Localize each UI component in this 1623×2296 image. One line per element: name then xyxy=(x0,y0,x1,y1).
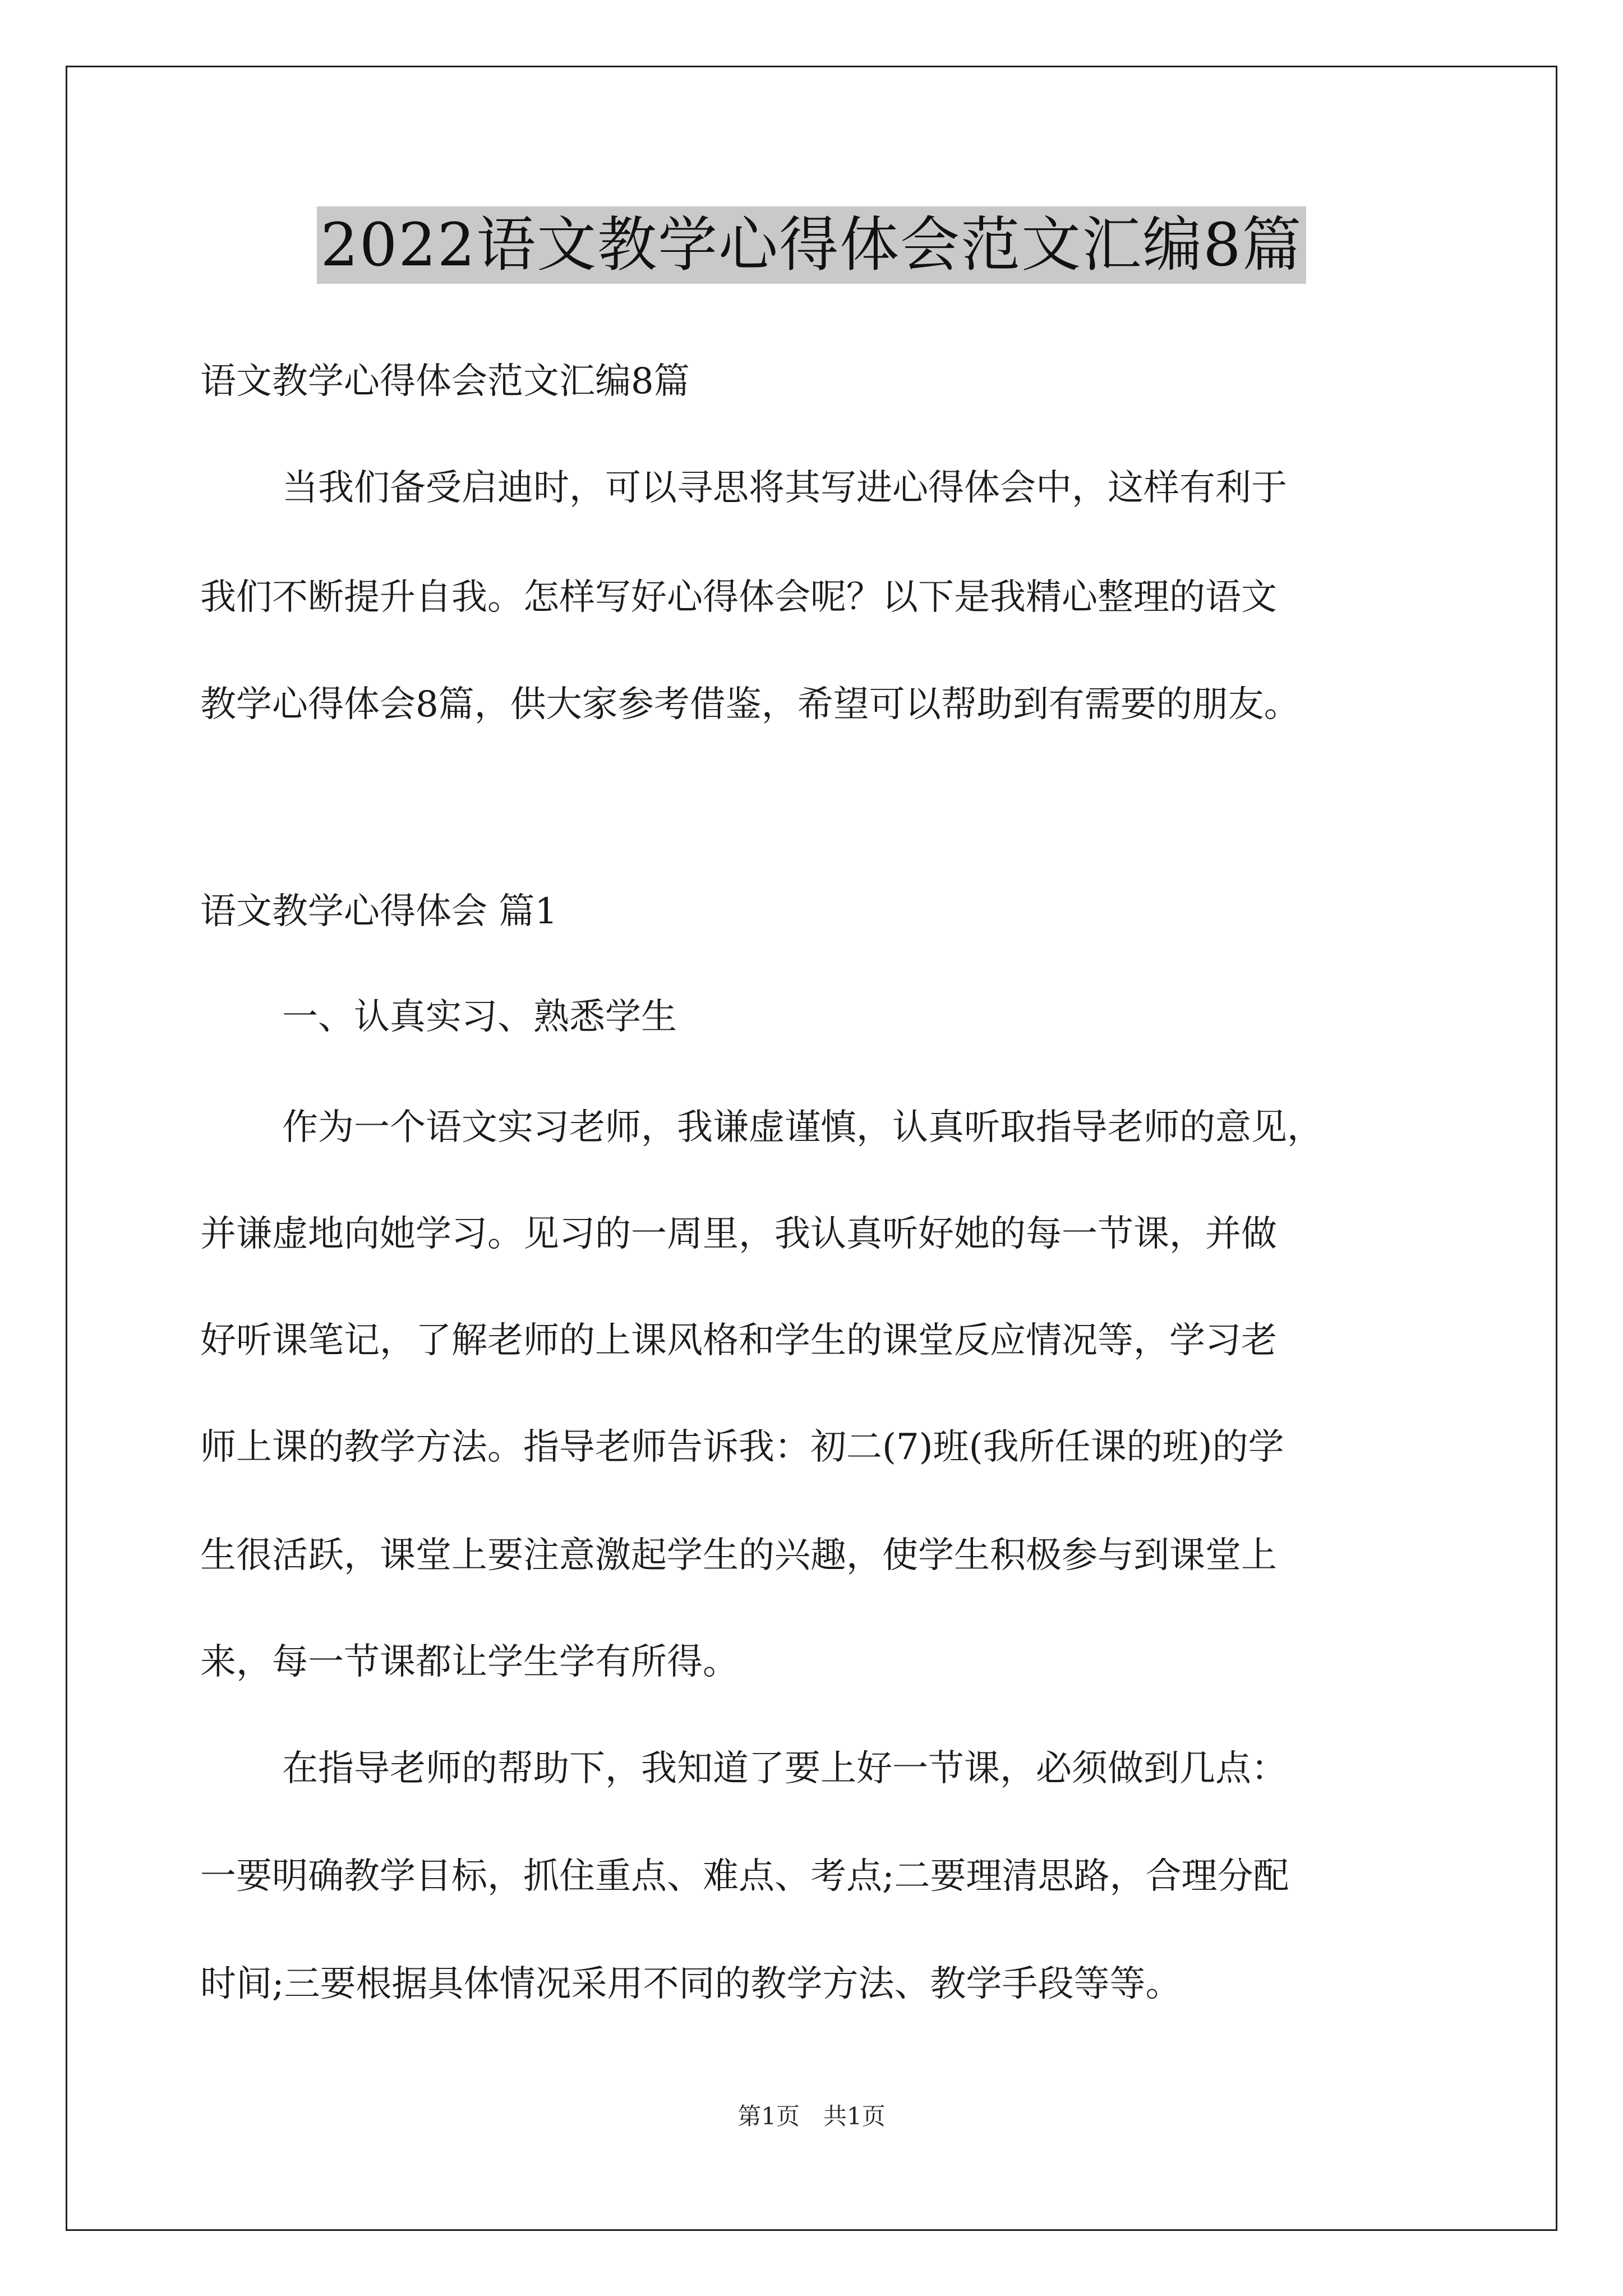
document-subtitle: 语文教学心得体会范文汇编8篇 xyxy=(200,361,690,402)
paragraph-line: 好听课笔记，了解老师的上课风格和学生的课堂反应情况等，学习老 xyxy=(200,1320,1277,1361)
paragraph-line: 师上课的教学方法。指导老师告诉我：初二(7)班(我所任课的班)的学 xyxy=(200,1427,1284,1468)
paragraph-line: 来，每一节课都让学生学有所得。 xyxy=(200,1641,739,1683)
intro-line: 当我们备受启迪时，可以寻思将其写进心得体会中，这样有利于 xyxy=(282,467,1287,509)
point-heading: 一、认真实习、熟悉学生 xyxy=(282,996,677,1038)
paragraph-line: 生很活跃，课堂上要注意激起学生的兴趣，使学生积极参与到课堂上 xyxy=(200,1535,1277,1576)
intro-line: 我们不断提升自我。怎样写好心得体会呢？以下是我精心整理的语文 xyxy=(200,577,1277,618)
paragraph-line: 一要明确教学目标，抓住重点、难点、考点;二要理清思路，合理分配 xyxy=(200,1856,1289,1897)
paragraph-line: 在指导老师的帮助下，我知道了要上好一节课，必须做到几点： xyxy=(282,1748,1287,1789)
document-title: 2022语文教学心得体会范文汇编8篇 xyxy=(317,206,1306,284)
intro-line: 教学心得体会8篇，供大家参考借鉴，希望可以帮助到有需要的朋友。 xyxy=(200,684,1300,725)
section-heading: 语文教学心得体会 篇1 xyxy=(200,891,558,932)
paragraph-line: 并谦虚地向她学习。见习的一周里，我认真听好她的每一节课，并做 xyxy=(200,1213,1277,1255)
page-footer: 第1页 共1页 xyxy=(737,2102,886,2130)
paragraph-line: 作为一个语文实习老师，我谦虚谨慎，认真听取指导老师的意见， xyxy=(282,1107,1323,1148)
paragraph-line: 时间;三要根据具体情况采用不同的教学方法、教学手段等等。 xyxy=(200,1963,1182,2005)
title-container xyxy=(0,206,1623,284)
